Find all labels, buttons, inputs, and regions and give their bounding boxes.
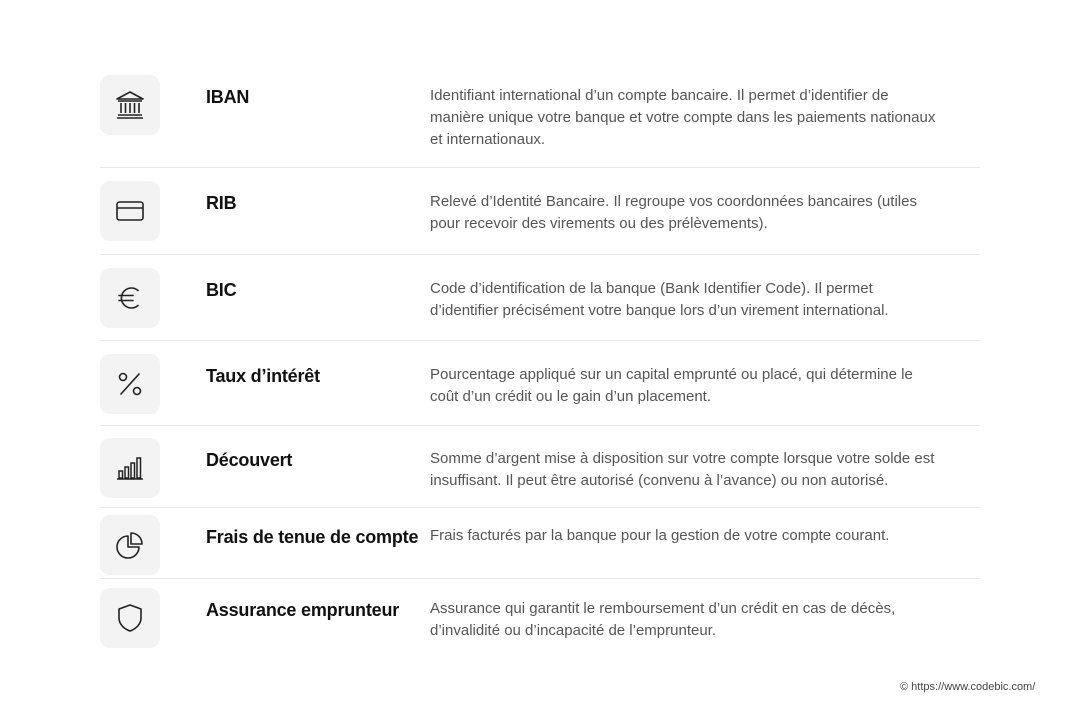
term-definition: Relevé d’Identité Bancaire. Il regroupe vos coordonnées bancaires (utiles pour recevoir des virements ou des prélèvements). <box>430 193 917 232</box>
icon-tile <box>100 515 160 575</box>
glossary-list <box>100 75 980 659</box>
icon-tile <box>100 75 160 135</box>
icon-tile <box>100 354 160 414</box>
term-label: Frais de tenue de compte <box>206 527 419 547</box>
shield-icon <box>113 601 147 635</box>
glossary-row-assurance <box>100 579 980 659</box>
term-definition: Frais facturés par la banque pour la gestion de votre compte courant. <box>430 527 890 544</box>
glossary-row-taux <box>100 341 980 426</box>
glossary-row-decouvert <box>100 426 980 508</box>
source-url[interactable]: https://www.codebic.com/ <box>911 681 1036 693</box>
term-definition: Somme d’argent mise à disposition sur votre compte lorsque votre solde est insuffisant. Il peut être autorisé (convenu à l’avance) ou non autorisé. <box>430 450 935 489</box>
copyright-icon: © <box>900 681 909 693</box>
glossary-row-frais <box>100 508 980 579</box>
icon-tile <box>100 588 160 648</box>
credit-card-icon <box>113 194 147 228</box>
percent-icon <box>113 367 147 401</box>
pie-chart-icon <box>113 528 147 562</box>
term-label: BIC <box>206 280 237 300</box>
term-label: Découvert <box>206 450 293 470</box>
term-label: IBAN <box>206 87 250 107</box>
term-definition: Identifiant international d’un compte bancaire. Il permet d’identifier de manière unique votre banque et votre compte dans les paiements nationaux et internationaux. <box>430 87 936 148</box>
glossary-row-iban <box>100 75 980 168</box>
term-label: RIB <box>206 193 237 213</box>
bank-icon <box>113 88 147 122</box>
icon-tile <box>100 268 160 328</box>
source-footer <box>900 681 1035 693</box>
euro-icon <box>113 281 147 315</box>
term-definition: Assurance qui garantit le remboursement d’un crédit en cas de décès, d’invalidité ou d’incapacité de l’emprunteur. <box>430 600 896 639</box>
bar-chart-icon <box>113 451 147 485</box>
glossary-row-bic <box>100 255 980 341</box>
term-label: Assurance emprunteur <box>206 600 400 620</box>
term-definition: Pourcentage appliqué sur un capital emprunté ou placé, qui détermine le coût d’un crédit ou le gain d’un placement. <box>430 366 913 405</box>
term-definition: Code d’identification de la banque (Bank Identifier Code). Il permet d’identifier précisément votre banque lors d’un virement international. <box>430 280 889 319</box>
icon-tile <box>100 181 160 241</box>
glossary-row-rib <box>100 168 980 255</box>
term-label: Taux d’intérêt <box>206 366 320 386</box>
icon-tile <box>100 438 160 498</box>
